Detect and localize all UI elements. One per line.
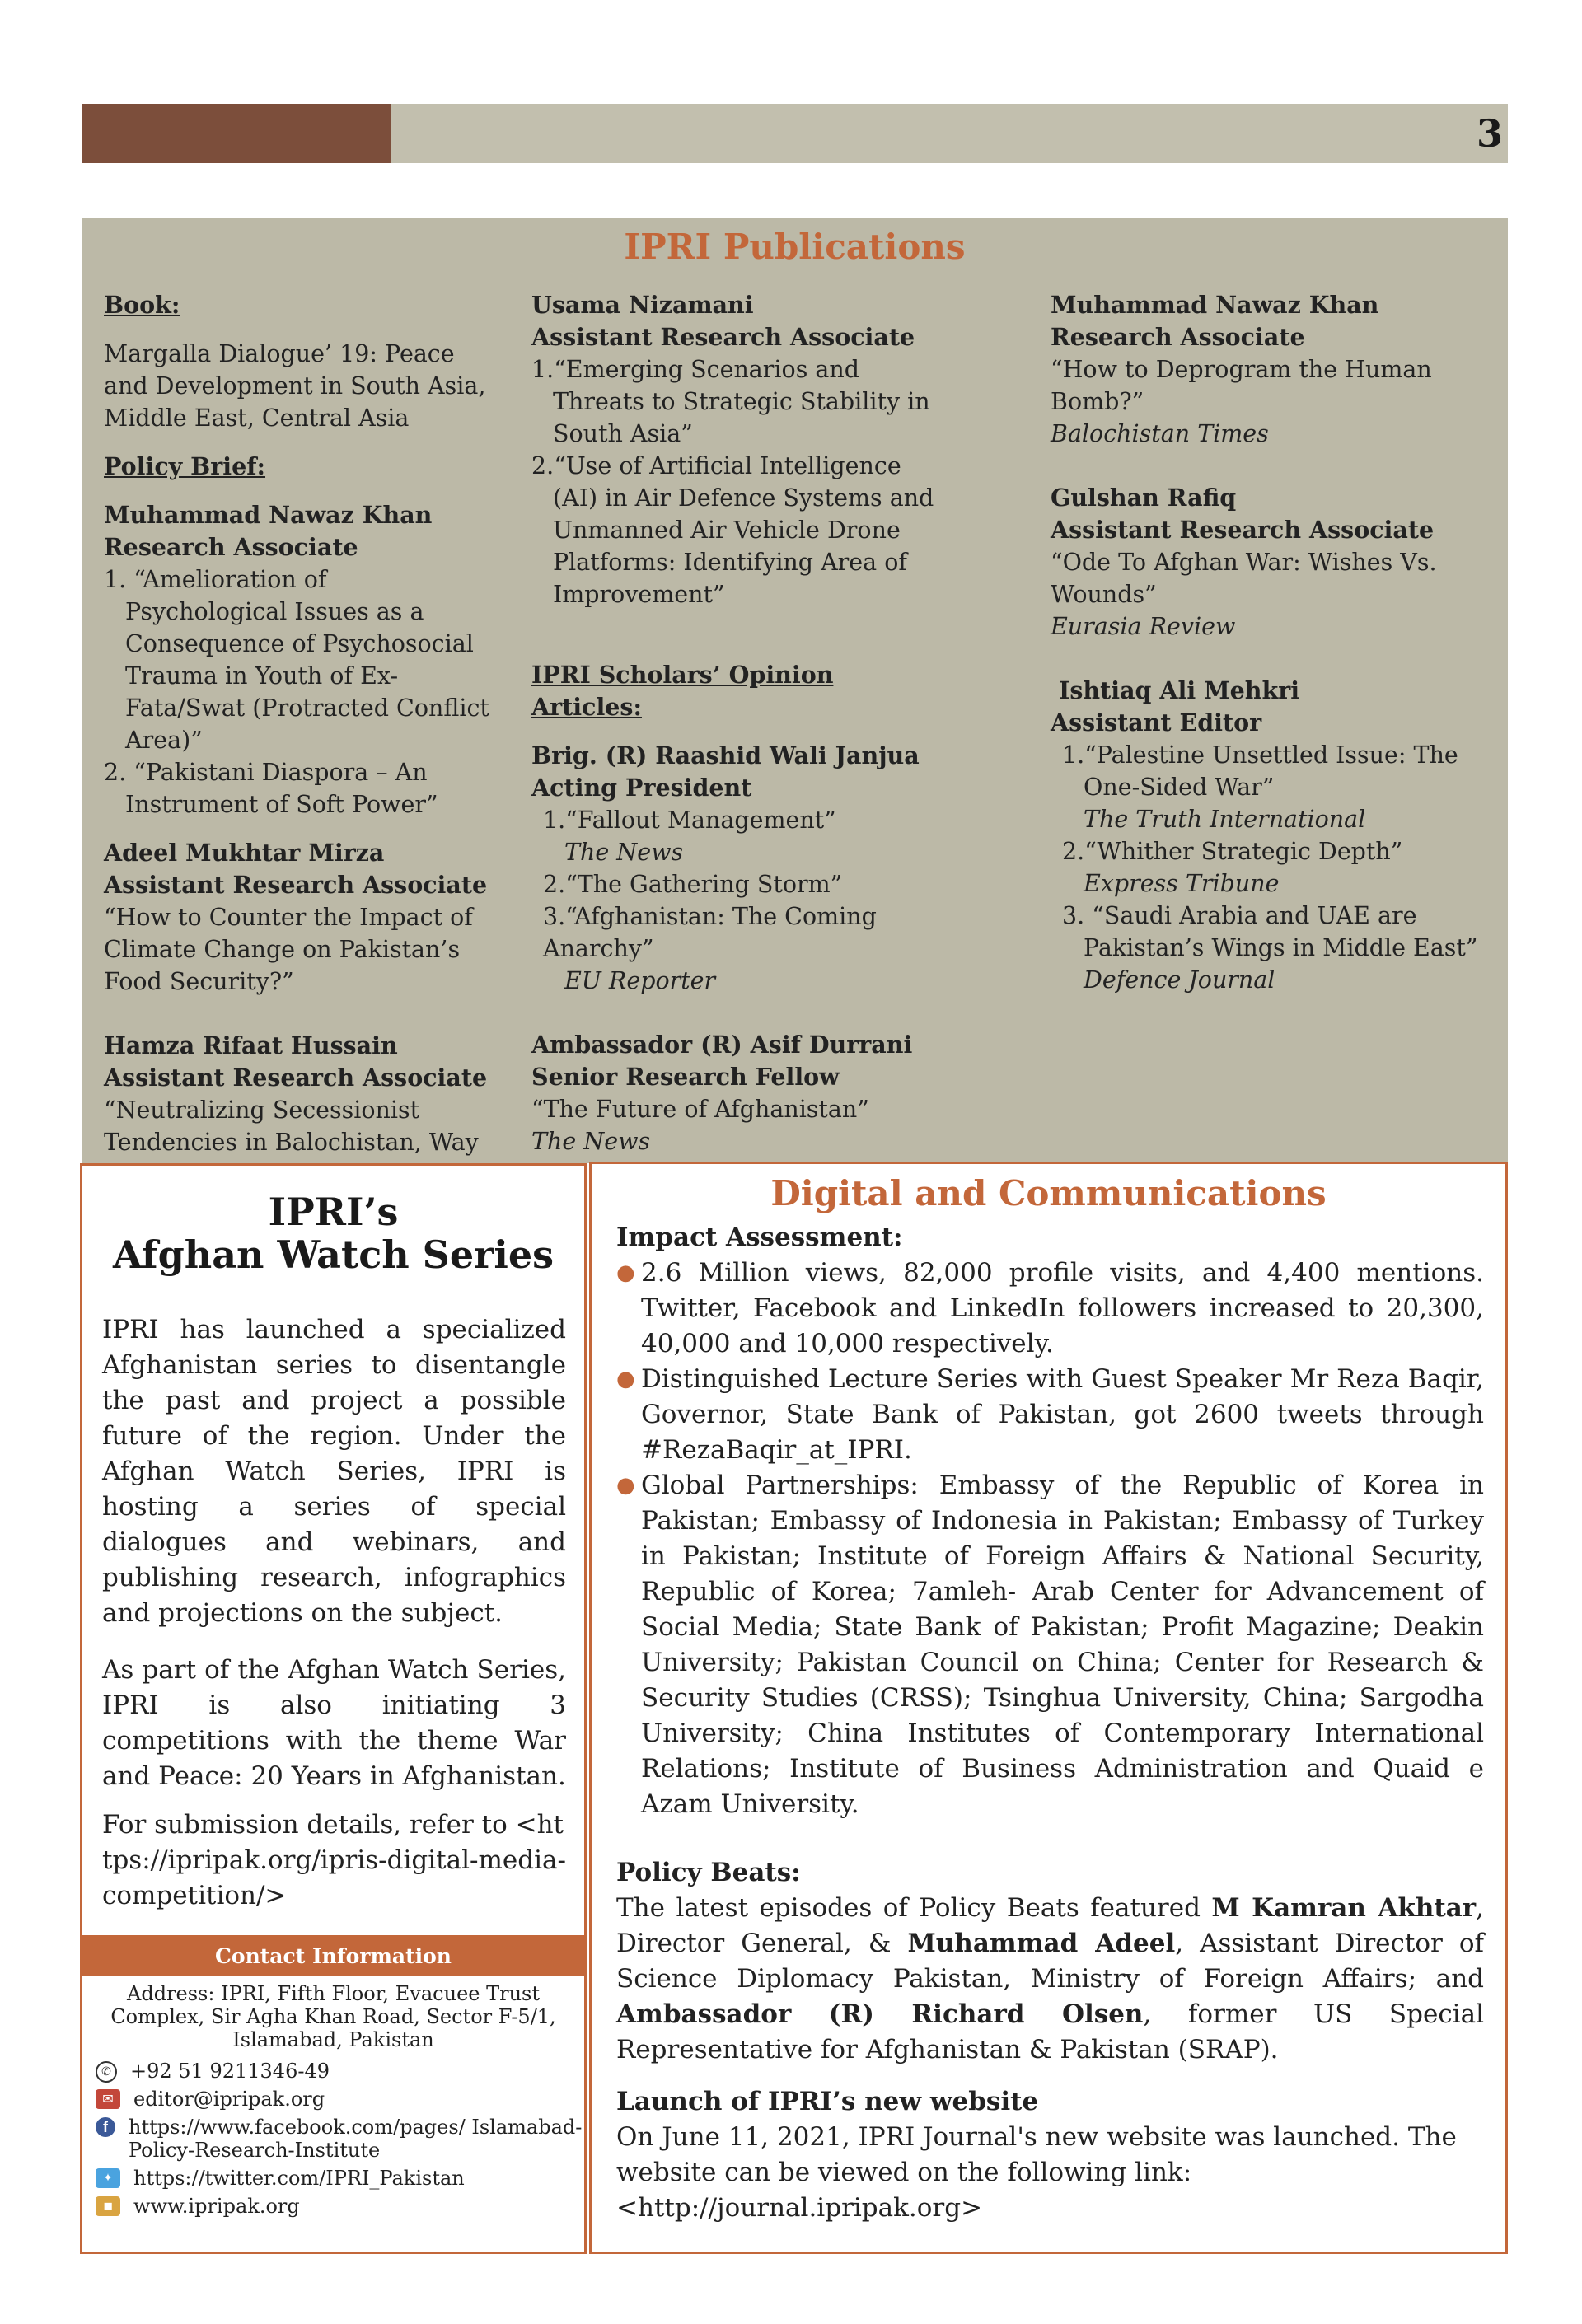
policy-beats-guest: Ambassador (R) Richard Olsen	[616, 1999, 1144, 2029]
author-name: Muhammad Nawaz Khan	[104, 501, 433, 529]
author-role: Assistant Research Associate	[1051, 516, 1435, 544]
publication-outlet: Defence Journal	[1084, 966, 1275, 994]
publication-item: 1.“Fallout Management”	[543, 807, 836, 834]
website-launch-text: On June 11, 2021, IPRI Journal's new website was launched. The website can be viewed on the following link: <http://journal.ipripak.org>	[616, 2122, 1457, 2223]
policy-brief-heading: Policy Brief:	[104, 452, 266, 480]
impact-bullet-text: Distinguished Lecture Series with Guest Speaker Mr Reza Baqir, Governor, State Bank of Pakistan, got 2600 tweets through #RezaBaqir_at_IPRI.	[641, 1364, 1484, 1465]
publication-item: 2.“Whither Strategic Depth”	[1062, 838, 1403, 865]
twitter-icon: ✦	[96, 2168, 120, 2188]
contact-website-row	[96, 2195, 584, 2218]
contact-phone-row	[96, 2060, 584, 2083]
author-name: Muhammad Nawaz Khan	[1051, 291, 1379, 319]
publication-item: 1.“Emerging Scenarios and Threats to Strategic Stability in South Asia”	[531, 356, 930, 447]
publication-item: 2.“Use of Artificial Intelligence (AI) in Air Defence Systems and Unmanned Air Vehicle Drone Platforms: Identifying Area of Improvement”	[531, 452, 934, 608]
contact-facebook[interactable]: https://www.facebook.com/pages/ Islamabad-Policy-Research-Institute	[129, 2116, 583, 2162]
contact-twitter[interactable]: https://twitter.com/IPRI_Pakistan	[133, 2167, 465, 2190]
publications-column-3	[1051, 289, 1479, 996]
afghan-watch-submission-link[interactable]: For submission details, refer to <https://ipripak.org/ipris-digital-media-competition/>	[102, 1810, 566, 1910]
website-icon: ◼	[96, 2196, 120, 2216]
publication-item: “Neutralizing Secessionist Tendencies in Balochistan, Way	[104, 1097, 479, 1156]
header-bar	[391, 104, 1508, 163]
author-role: Assistant Editor	[1051, 708, 1262, 736]
policy-beats-heading: Policy Beats:	[616, 1858, 801, 1887]
book-heading: Book:	[104, 291, 180, 319]
publications-panel	[82, 218, 1508, 1163]
afghan-watch-paragraph: As part of the Afghan Watch Series, IPRI is also initiating 3 competitions with the theme War and Peace: 20 Years in Afghanistan.	[102, 1655, 566, 1791]
author-name: Hamza Rifaat Hussain	[104, 1031, 398, 1059]
header-accent-bar	[82, 104, 391, 163]
impact-bullet	[616, 1256, 1484, 1362]
publication-item: “How to Deprogram the Human Bomb?”	[1051, 356, 1432, 415]
author-name: Usama Nizamani	[531, 291, 754, 319]
publication-outlet: The News	[564, 839, 684, 866]
policy-beats-segment: , Assistant Director of Science Diplomacy Pakistan, Ministry of Foreign Affairs; and	[616, 1929, 1484, 1994]
contact-heading: Contact Information	[82, 1938, 584, 1976]
publication-outlet: The News	[531, 1128, 651, 1155]
author-role: Research Associate	[104, 533, 358, 561]
contact-box	[80, 1938, 587, 2254]
author-name: Adeel Mukhtar Mirza	[104, 839, 385, 867]
bullet-icon: ●	[616, 1260, 635, 1285]
phone-icon: ✆	[96, 2061, 117, 2083]
publications-column-1	[104, 289, 491, 1190]
digital-body	[616, 1220, 1484, 2226]
impact-bullet-text: Global Partnerships: Embassy of the Republic of Korea in Pakistan; Embassy of Indonesia in Pakistan; Embassy of Turkey in Pakistan; Institute of Foreign Affairs & National Security, Republic of Korea; 7amleh- Arab Center for Advancement of Social Media; State Bank of Pakistan; Profit Magazine; Deakin University; Pakistan Council on China; Center for Research & Security Studies (CRSS); Tsinghua University, China; Sargodha University; China Institutes of Contemporary International Relations; Institute of Business Administration and Quaid e Azam University.	[641, 1471, 1484, 1819]
publication-item: 1. “Amelioration of Psychological Issues as a Consequence of Psychosocial Trauma in Youth of Ex-Fata/Swat (Protracted Conflict Area)”	[104, 566, 489, 754]
opinion-articles-heading: IPRI Scholars’ Opinion Articles:	[531, 661, 834, 721]
publication-outlet: The Truth International	[1084, 806, 1366, 833]
page-number: 3	[1476, 111, 1503, 156]
afghan-watch-title-line1: IPRI’s	[268, 1190, 399, 1234]
contact-twitter-row	[96, 2167, 584, 2190]
policy-beats-text	[616, 1891, 1484, 2068]
publication-item: 2. “Pakistani Diaspora – An Instrument of Soft Power”	[104, 759, 438, 818]
policy-beats-segment: , Director General, &	[616, 1893, 1485, 1958]
publication-item: 3. “Saudi Arabia and UAE are Pakistan’s Wings in Middle East”	[1062, 902, 1478, 961]
impact-bullet	[616, 1362, 1484, 1468]
policy-beats-guest: M Kamran Akhtar	[1211, 1893, 1477, 1923]
impact-bullet	[616, 1468, 1484, 1822]
author-role: Assistant Research Associate	[531, 323, 915, 351]
publication-item: 1.“Palestine Unsettled Issue: The One-Sided War”	[1062, 741, 1458, 801]
publication-item: “How to Counter the Impact of Climate Change on Pakistan’s Food Security?”	[104, 904, 473, 995]
contact-email[interactable]: editor@ipripak.org	[133, 2088, 325, 2111]
afghan-watch-title	[82, 1190, 584, 1276]
publication-item: 2.“The Gathering Storm”	[543, 871, 843, 898]
publication-outlet: Eurasia Review	[1051, 613, 1236, 640]
facebook-icon: f	[96, 2117, 115, 2137]
contact-address: Address: IPRI, Fifth Floor, Evacuee Trust Complex, Sir Agha Khan Road, Sector F-5/1, Islamabad, Pakistan	[110, 1982, 556, 2051]
author-name: Gulshan Rafiq	[1051, 484, 1237, 512]
afghan-watch-text	[102, 1312, 566, 1914]
digital-title: Digital and Communications	[770, 1173, 1327, 1213]
afghan-watch-box	[80, 1163, 587, 1938]
publication-item: “Ode To Afghan War: Wishes Vs. Wounds”	[1051, 549, 1437, 608]
policy-beats-segment: , former US Special Representative for Afghanistan & Pakistan (SRAP).	[616, 1999, 1484, 2064]
publication-outlet: EU Reporter	[564, 967, 716, 994]
bullet-icon: ●	[616, 1473, 635, 1498]
author-role: Research Associate	[1051, 323, 1305, 351]
digital-communications-box	[589, 1162, 1508, 2254]
contact-email-row	[96, 2088, 584, 2111]
book-title: Margalla Dialogue’ 19: Peace and Development in South Asia, Middle East, Central Asia	[104, 340, 486, 432]
publication-outlet: Balochistan Times	[1051, 420, 1269, 447]
bullet-icon: ●	[616, 1367, 635, 1391]
author-role: Senior Research Fellow	[531, 1063, 840, 1091]
author-name: Brig. (R) Raashid Wali Janjua	[531, 741, 920, 769]
contact-phone[interactable]: +92 51 9211346-49	[130, 2060, 330, 2083]
author-name: Ishtiaq Ali Mehkri	[1059, 676, 1300, 704]
author-role: Assistant Research Associate	[104, 871, 488, 899]
publication-item: “The Future of Afghanistan”	[531, 1096, 869, 1123]
publications-column-2	[531, 289, 935, 1157]
afghan-watch-paragraph: IPRI has launched a specialized Afghanistan series to disentangle the past and project a possible future of the region. Under the Afghan Watch Series, IPRI is hosting a series of special dialogues and webinars, and publishing research, infographics and projections on the subject.	[102, 1315, 566, 1628]
author-role: Acting President	[531, 774, 752, 802]
afghan-watch-title-line2: Afghan Watch Series	[112, 1232, 555, 1277]
policy-beats-segment: The latest episodes of Policy Beats featured	[616, 1893, 1212, 1923]
publication-outlet: Express Tribune	[1084, 870, 1280, 897]
website-launch-heading: Launch of IPRI’s new website	[616, 2087, 1039, 2116]
author-name: Ambassador (R) Asif Durrani	[531, 1031, 913, 1059]
impact-bullet-text: 2.6 Million views, 82,000 profile visits, and 4,400 mentions. Twitter, Facebook and LinkedIn followers increased to 20,300, 40,000 and 10,000 respectively.	[641, 1258, 1484, 1358]
policy-beats-guest: Muhammad Adeel	[907, 1929, 1176, 1958]
publications-title: IPRI Publications	[624, 227, 966, 267]
impact-heading: Impact Assessment:	[616, 1223, 903, 1252]
contact-facebook-row	[96, 2116, 584, 2162]
author-role: Assistant Research Associate	[104, 1064, 488, 1092]
contact-website[interactable]: www.ipripak.org	[133, 2195, 300, 2218]
publication-item: 3.“Afghanistan: The Coming Anarchy”	[543, 903, 877, 962]
email-icon: ✉	[96, 2089, 120, 2109]
